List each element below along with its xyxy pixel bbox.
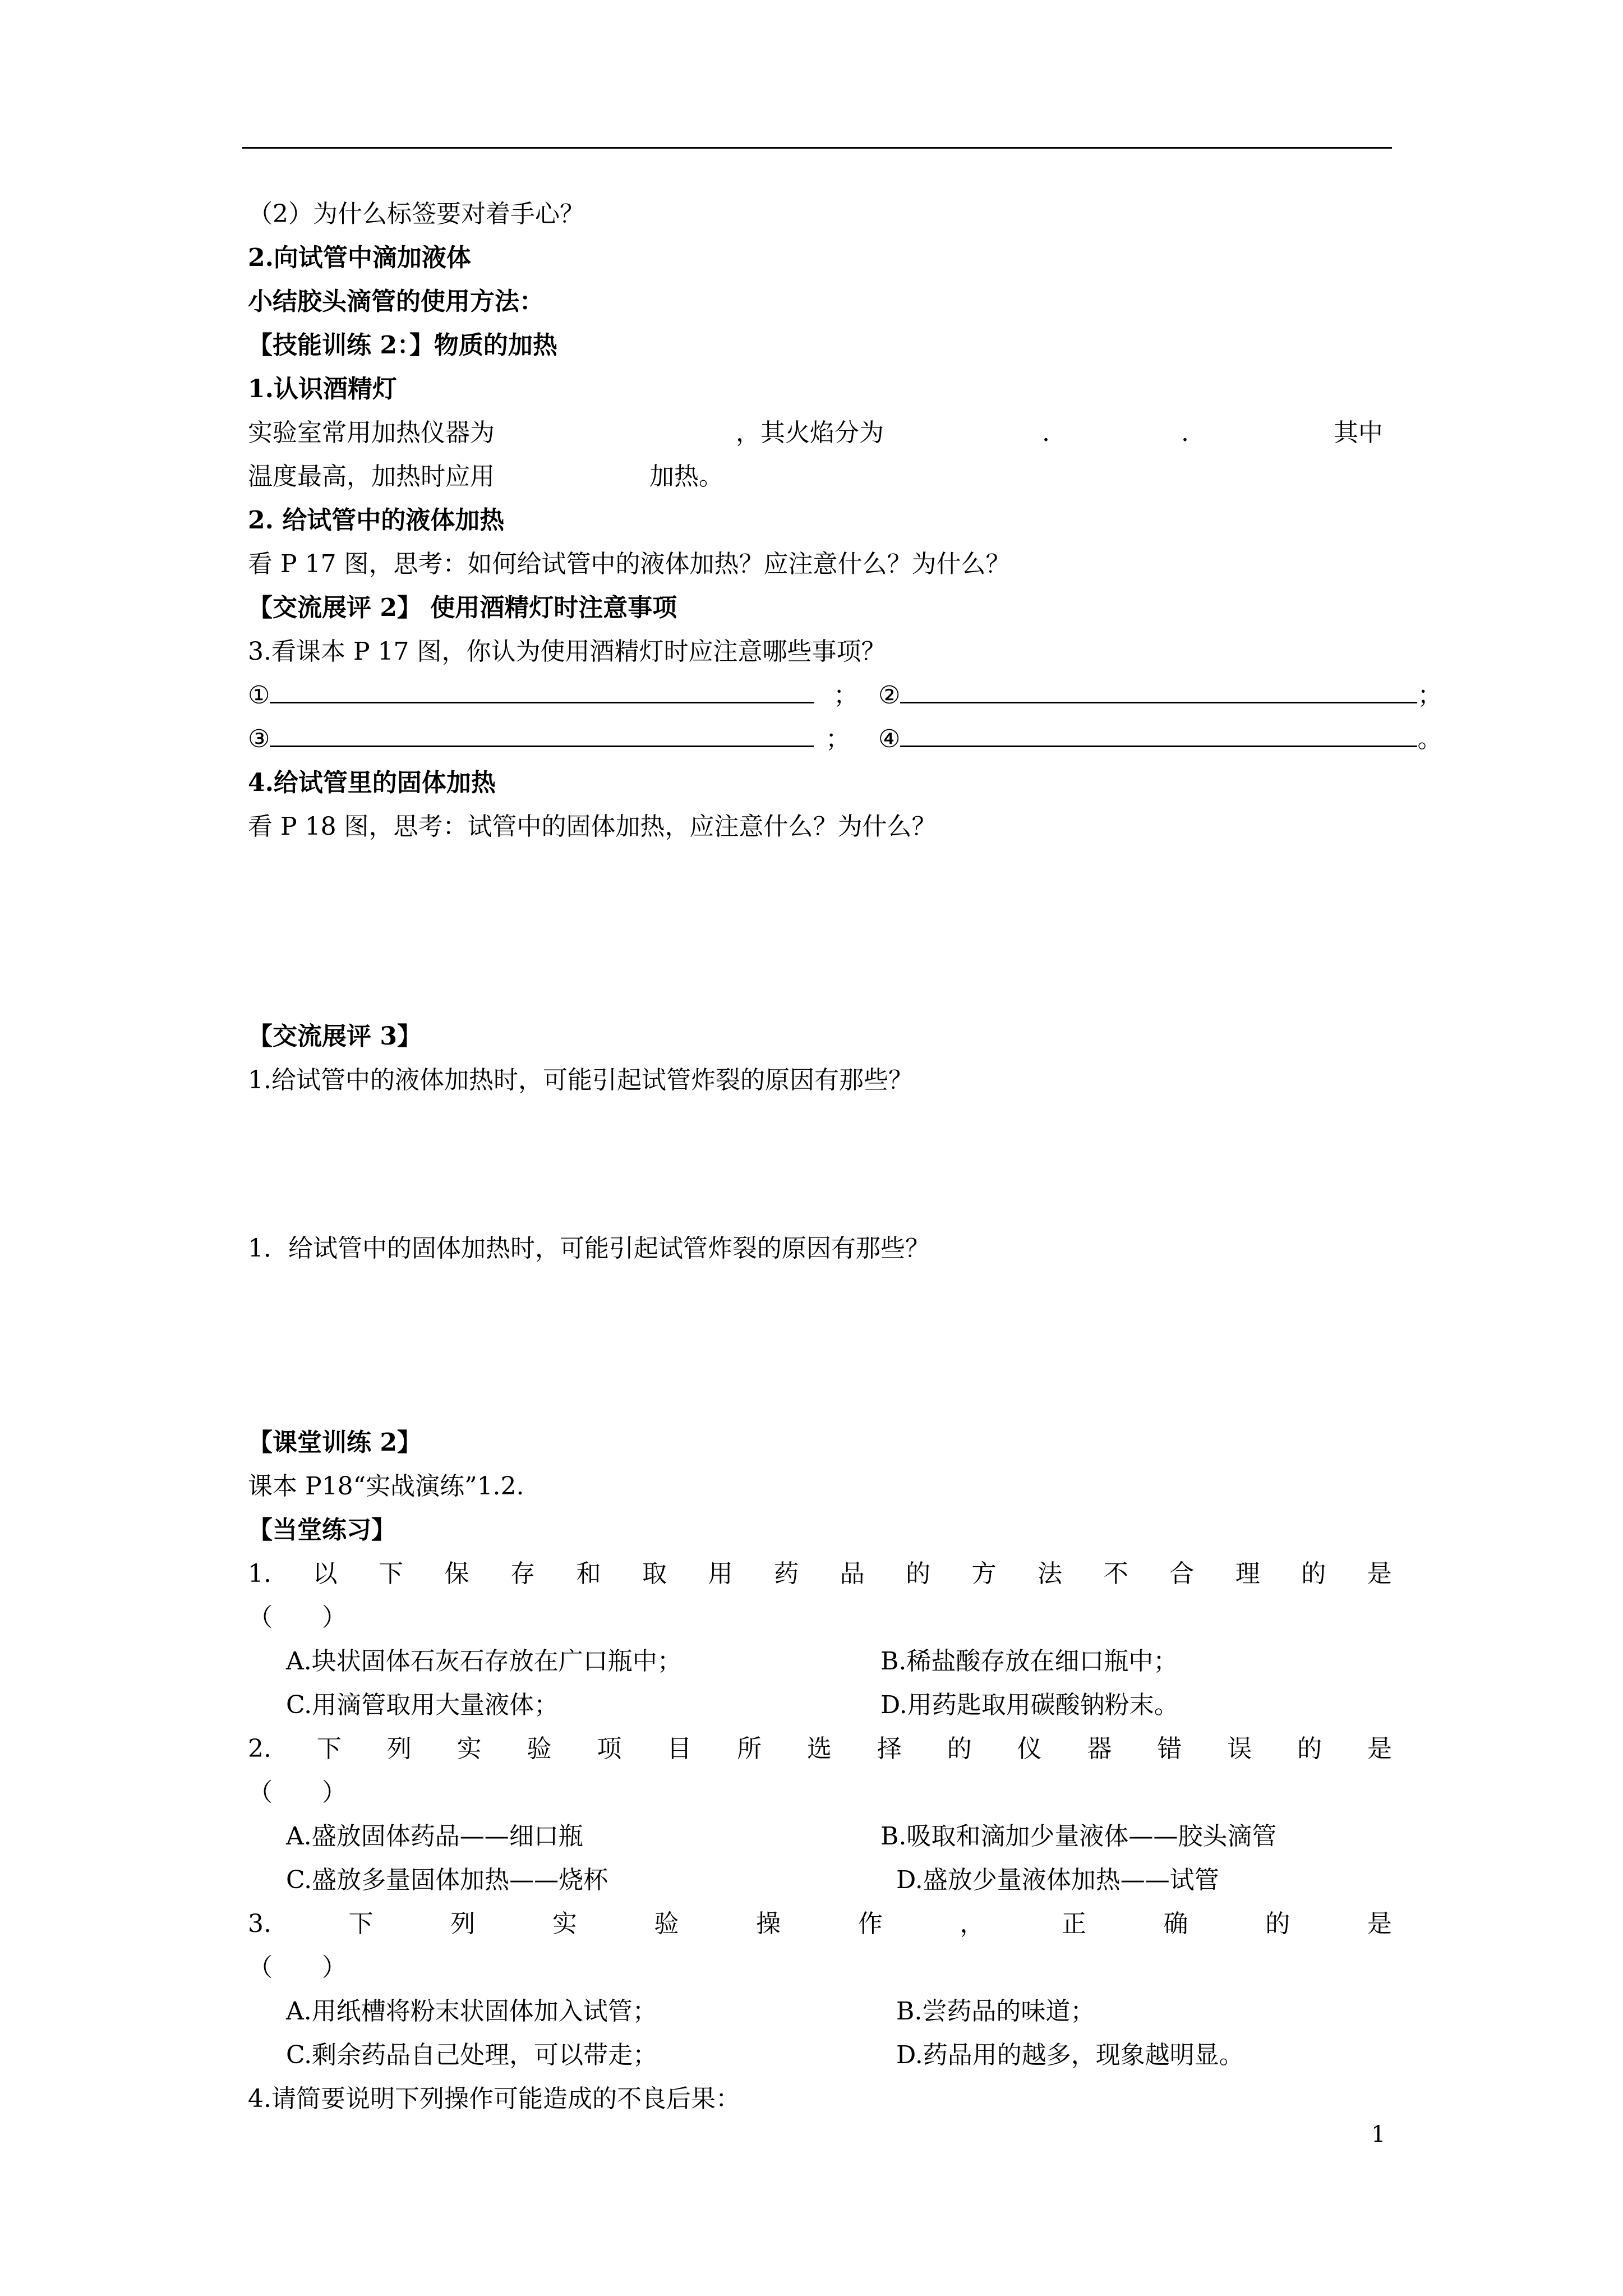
solid-crack-question: 1．给试管中的固体加热时，可能引起试管炸裂的原因有那些？ [248, 1234, 930, 1263]
exchange-2-heading: 【交流展评 2】 使用酒精灯时注意事项 [248, 593, 677, 622]
question-label-hand: （2）为什么标签要对着手心？ [248, 200, 584, 228]
question-3-paren: （ ） [248, 1953, 347, 1982]
header-rule [242, 147, 1392, 149]
question-3-option-c: C.剩余药品自己处理，可以带走； [286, 2041, 658, 2069]
answer-line-1 [248, 679, 814, 712]
lamp-text-2: ，其火焰分为 [736, 418, 884, 447]
marker-1: ① [248, 681, 270, 710]
answer-line-4 [878, 723, 1442, 756]
question-2-option-c: C.盛放多量固体加热——烧杯 [286, 1866, 608, 1894]
alcohol-lamp-heading: 1.认识酒精灯 [248, 375, 397, 403]
answer-line-3 [248, 723, 814, 756]
question-2-paren: （ ） [248, 1778, 347, 1807]
question-3-option-b: B.尝药品的味道； [896, 1997, 1095, 2026]
marker-4: ④ [878, 725, 901, 753]
heat-solid-question: 看 P 18 图，思考：试管中的固体加热，应注意什么？为什么？ [248, 812, 937, 841]
question-2-option-b: B.吸取和滴加少量液体——胶头滴管 [880, 1822, 1277, 1851]
question-1-option-b: B.稀盐酸存放在细口瓶中； [880, 1647, 1178, 1676]
answer-blank-1[interactable] [270, 680, 814, 703]
answer-sep-4: 。 [1417, 725, 1442, 753]
answer-sep-3: ； [826, 725, 850, 753]
marker-3: ③ [248, 725, 270, 753]
question-2-option-a: A.盛放固体药品——细口瓶 [286, 1822, 583, 1851]
textbook-reference: 课本 P18“实战演练”1.2. [248, 1472, 524, 1501]
lamp-text-dot-2: . [1181, 418, 1189, 447]
class-training-2-heading: 【课堂训练 2】 [248, 1428, 422, 1457]
answer-sep-2: ； [1417, 681, 1442, 710]
in-class-exercise-heading: 【当堂练习】 [248, 1516, 396, 1544]
answer-sep-1: ； [833, 681, 858, 710]
question-1-option-d: D.用药匙取用碳酸钠粉末。 [880, 1691, 1179, 1719]
question-1-option-c: C.用滴管取用大量液体； [286, 1691, 559, 1719]
section-drip-liquid: 2.向试管中滴加液体 [248, 243, 471, 272]
heat-liquid-question: 看 P 17 图，思考：如何给试管中的液体加热？应注意什么？为什么？ [248, 550, 1011, 578]
question-3-option-a: A.用纸槽将粉末状固体加入试管； [286, 1997, 657, 2026]
heat-solid-heading: 4.给试管里的固体加热 [248, 769, 496, 797]
question-1-option-a: A.块状固体石灰石存放在广口瓶中； [286, 1647, 682, 1676]
question-4: 4.请简要说明下列操作可能造成的不良后果： [248, 2085, 740, 2113]
question-3-option-d: D.药品用的越多，现象越明显。 [896, 2041, 1244, 2069]
lamp-text-5: 加热。 [649, 462, 723, 491]
answer-line-2 [878, 679, 1442, 712]
question-1: 1. 以 下 保 存 和 取 用 药 品 的 方 法 不 合 理 的 是 [248, 1559, 1392, 1588]
answer-blank-2[interactable] [900, 680, 1417, 703]
lamp-text-dot-1: . [1042, 418, 1050, 447]
lamp-text-3: 其中 [1334, 418, 1383, 447]
lamp-text-1: 实验室常用加热仪器为 [248, 418, 495, 447]
liquid-crack-question: 1.给试管中的液体加热时，可能引起试管炸裂的原因有那些？ [248, 1066, 913, 1094]
question-3: 3. 下 列 实 验 操 作 ， 正 确 的 是 [248, 1910, 1392, 1938]
heat-liquid-heading: 2. 给试管中的液体加热 [248, 506, 505, 535]
dropper-summary-heading: 小结胶头滴管的使用方法： [248, 287, 544, 316]
question-2: 2. 下 列 实 验 项 目 所 选 择 的 仪 器 错 误 的 是 [248, 1734, 1392, 1763]
answer-blank-3[interactable] [270, 724, 814, 747]
page-number: 1 [1371, 2122, 1386, 2147]
question-2-option-d: D.盛放少量液体加热——试管 [896, 1866, 1219, 1894]
lamp-text-4: 温度最高，加热时应用 [248, 462, 495, 491]
question-1-paren: （ ） [248, 1603, 347, 1632]
answer-blank-4[interactable] [900, 724, 1417, 747]
skill-training-2-heading: 【技能训练 2：】物质的加热 [248, 331, 557, 360]
lamp-notice-question: 3.看课本 P 17 图，你认为使用酒精灯时应注意哪些事项？ [248, 637, 886, 666]
marker-2: ② [878, 681, 901, 710]
exchange-3-heading: 【交流展评 3】 [248, 1022, 422, 1051]
